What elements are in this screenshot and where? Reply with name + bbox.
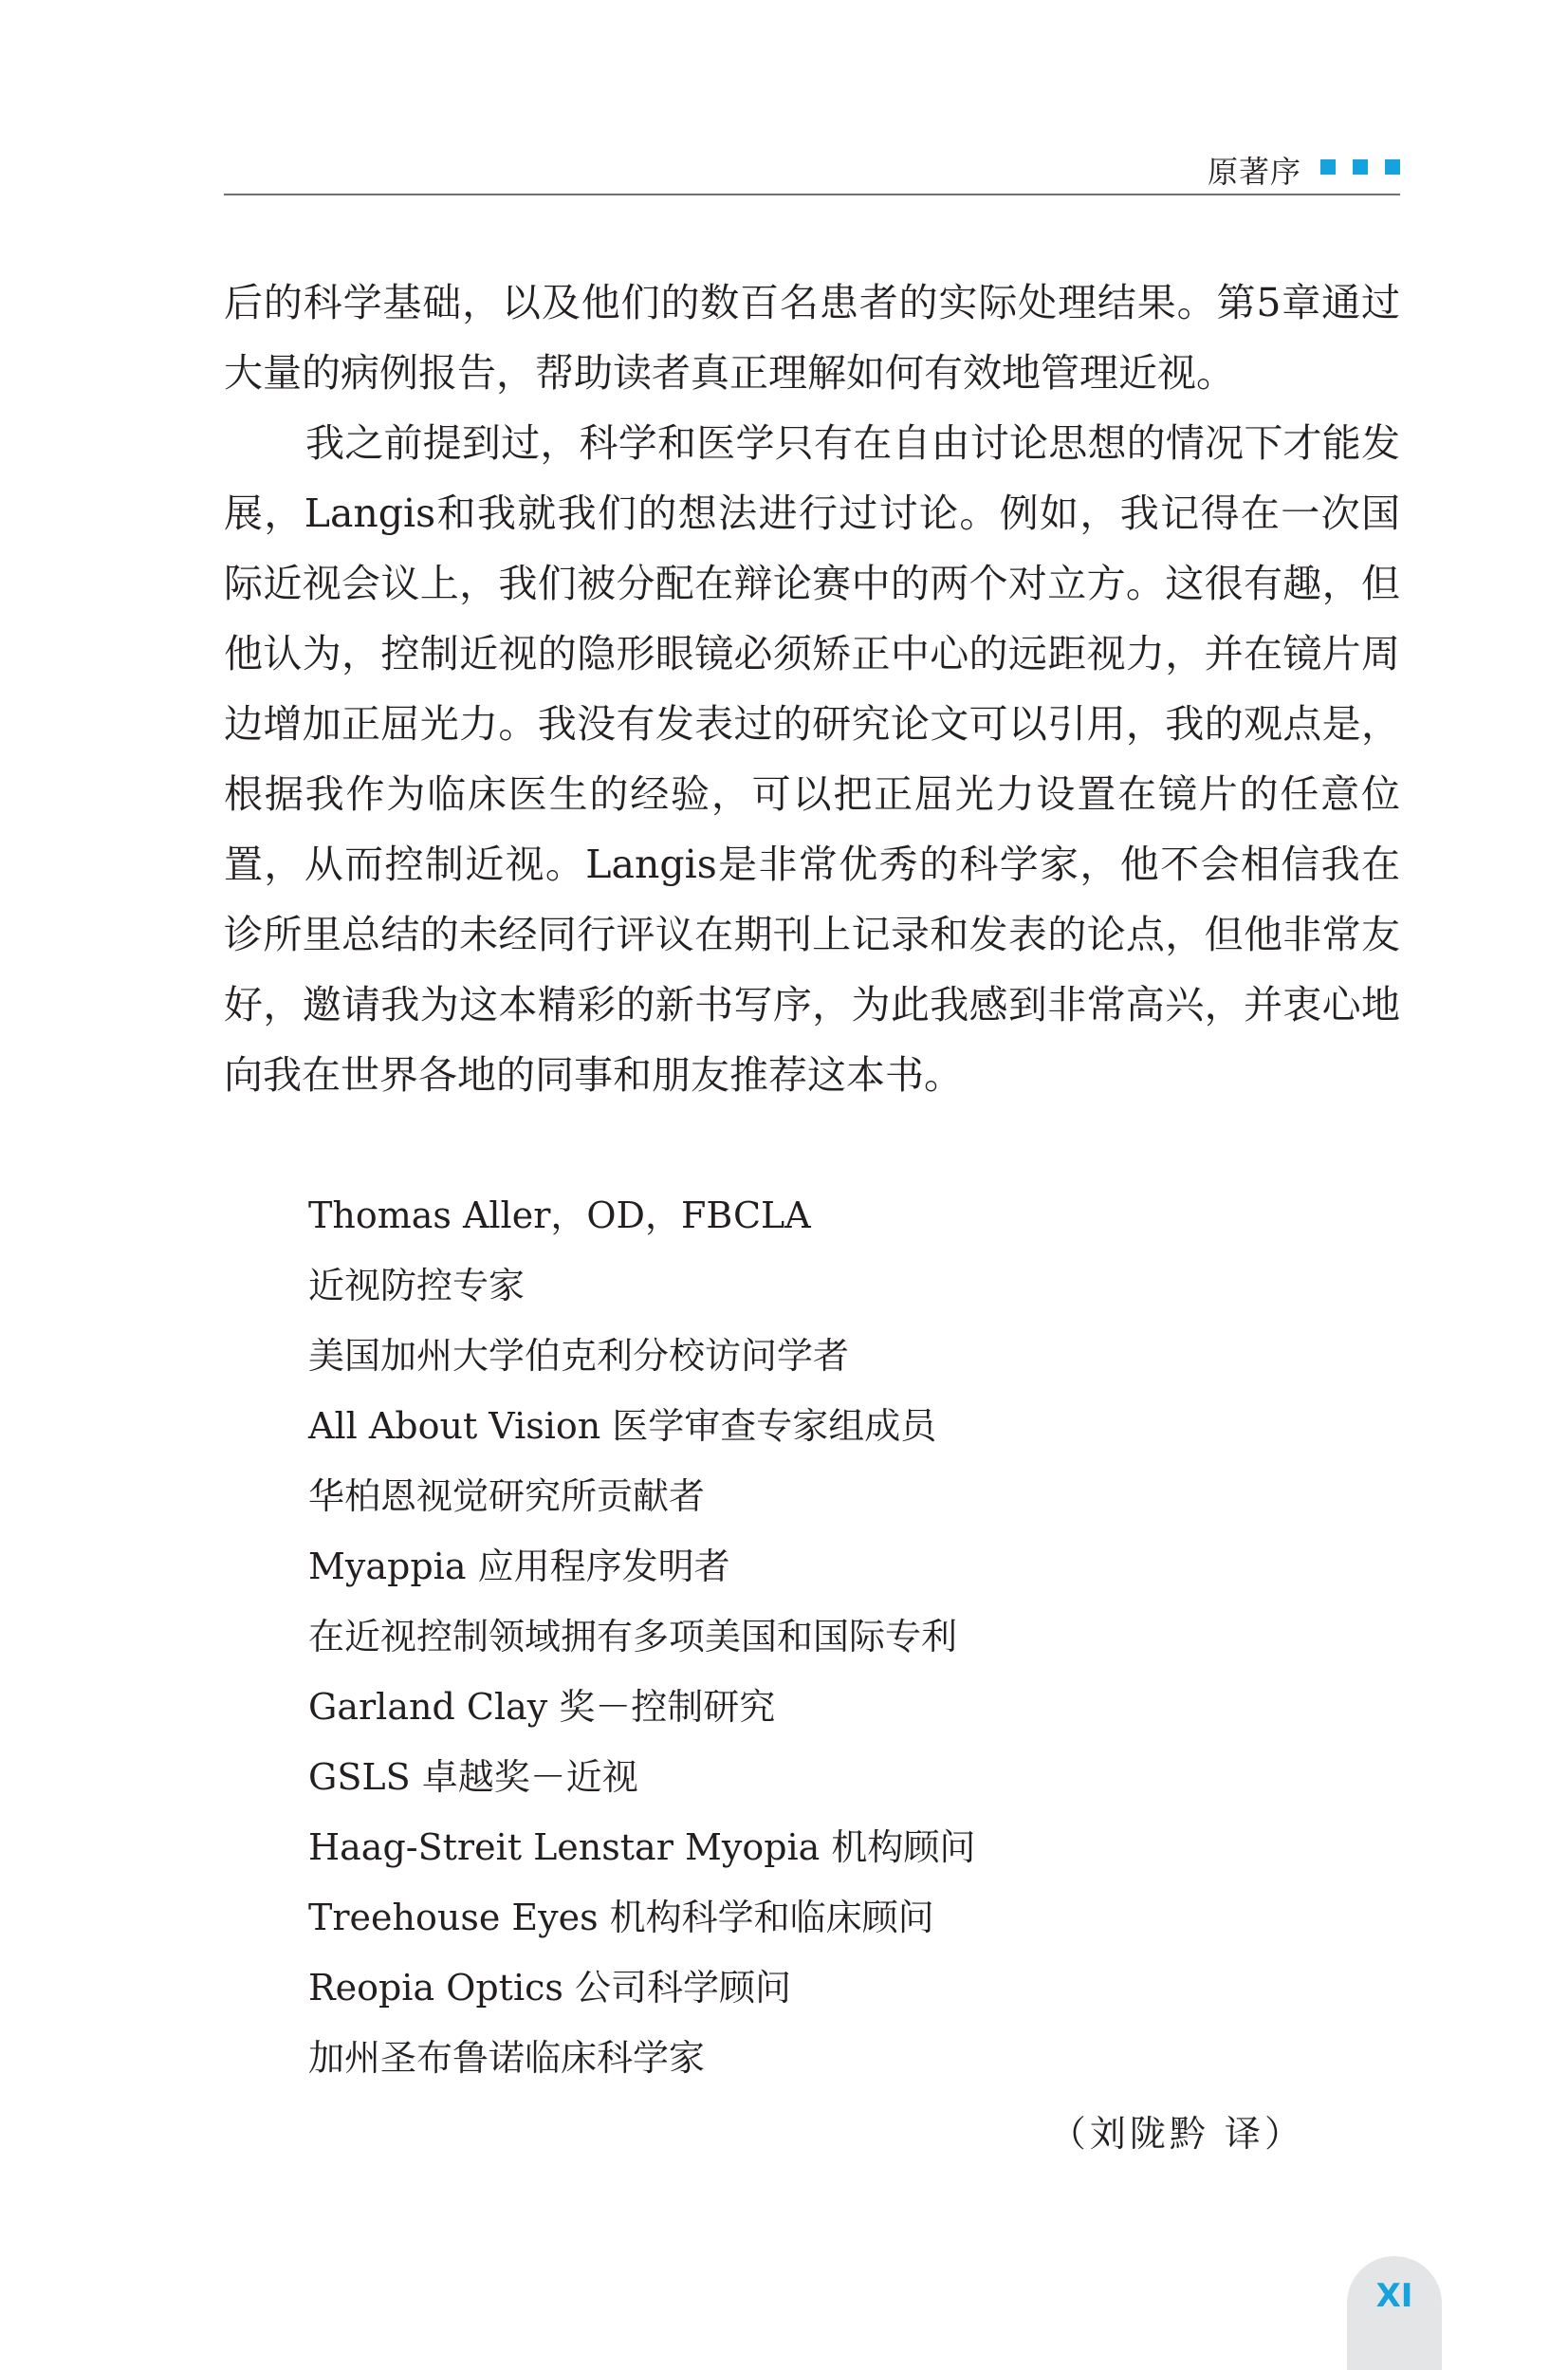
signature-name: Thomas Aller，OD，FBCLA	[308, 1194, 811, 1236]
signature-line: Treehouse Eyes 机构科学和临床顾问	[308, 1897, 934, 1938]
square-icon	[1353, 159, 1368, 175]
signature-block	[308, 1180, 1352, 2093]
page-number: XI	[1375, 2277, 1413, 2315]
signature-line: Reopia Optics 公司科学顾问	[308, 1967, 791, 2009]
signature-line: GSLS 卓越奖－近视	[308, 1756, 638, 1798]
body-text	[224, 268, 1400, 1110]
signature-line: 加州圣布鲁诺临床科学家	[308, 2037, 706, 2079]
paragraph: 后的科学基础，以及他们的数百名患者的实际处理结果。第5章通过大量的病例报告，帮助读者真正理解如何有效地管理近视。	[224, 280, 1400, 396]
signature-line: 美国加州大学伯克利分校访问学者	[308, 1335, 850, 1377]
signature-line: 华柏恩视觉研究所贡献者	[308, 1475, 706, 1517]
signature-line: 在近视控制领域拥有多项美国和国际专利	[308, 1616, 958, 1657]
paragraph: 我之前提到过，科学和医学只有在自由讨论思想的情况下才能发展，Langis和我就我们的想法进行过讨论。例如，我记得在一次国际近视会议上，我们被分配在辩论赛中的两个对立方。这很有趣，但他认为，控制近视的隐形眼镜必须矫正中心的远距视力，并在镜片周边增加正屈光力。我没有发表过的研究论文可以引用，我的观点是，根据我作为临床医生的经验，可以把正屈光力设置在镜片的任意位置，从而控制近视。Langis是非常优秀的科学家，他不会相信我在诊所里总结的未经同行评议在期刊上记录和发表的论点，但他非常友好，邀请我为这本精彩的新书写序，为此我感到非常高兴，并衷心地向我在世界各地的同事和朋友推荐这本书。	[224, 420, 1400, 1098]
square-icon	[1320, 159, 1336, 175]
signature-line: Myappia 应用程序发明者	[308, 1546, 730, 1587]
signature-line: 近视防控专家	[308, 1265, 526, 1306]
signature-line: All About Vision 医学审查专家组成员	[308, 1405, 937, 1447]
header-decoration	[1320, 159, 1400, 176]
running-header	[224, 142, 1400, 195]
translator-credit: （刘陇黔 译）	[1049, 2113, 1304, 2155]
header-title: 原著序	[1207, 154, 1301, 190]
signature-line: Garland Clay 奖－控制研究	[308, 1686, 776, 1728]
signature-line: Haag-Streit Lenstar Myopia 机构顾问	[308, 1826, 976, 1868]
square-icon	[1385, 159, 1400, 175]
header-divider	[224, 194, 1400, 195]
